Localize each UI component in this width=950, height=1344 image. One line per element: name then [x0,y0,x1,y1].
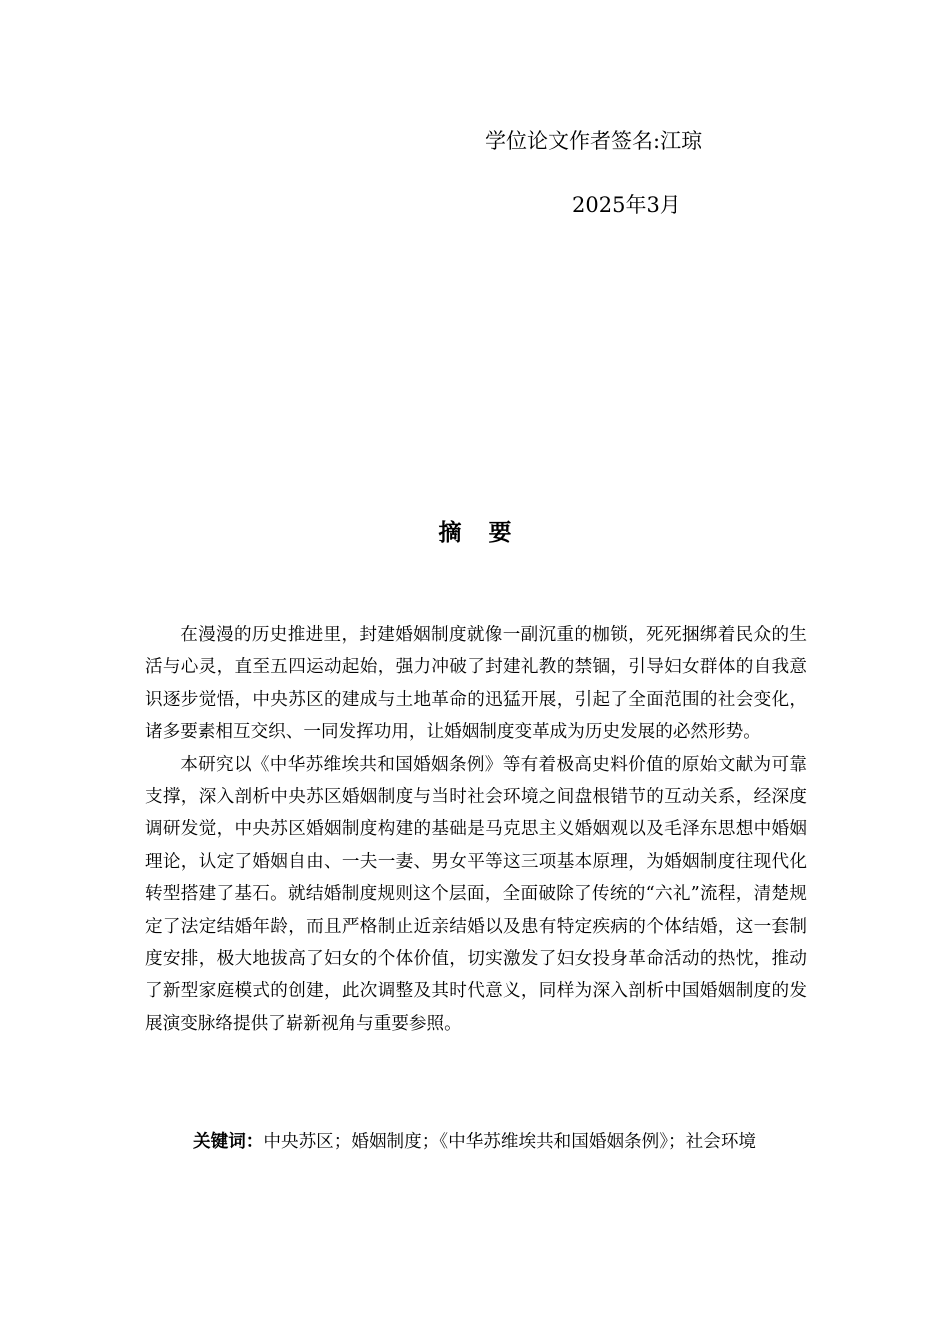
keywords-text: 中央苏区；婚姻制度；《中华苏维埃共和国婚姻条例》；社会环境 [263,1132,757,1152]
abstract-paragraph-1: 在漫漫的历史推进里，封建婚姻制度就像一副沉重的枷锁，死死捆绑着民众的生活与心灵，直至五四运动起始，强力冲破了封建礼教的禁锢，引导妇女群体的自我意识逐步觉悟，中央苏区的建成与土地革命的迅猛开展，引起了全面范围的社会变化，诸多要素相互交织、一同发挥功用，让婚姻制度变革成为历史发展的必然形势。 [145,625,807,743]
keywords-label: 关键词： [193,1132,264,1152]
author-name: 江琼 [660,129,703,153]
author-signature [485,124,702,158]
keywords [145,1126,807,1159]
abstract-body [145,619,807,1040]
abstract-title: 摘要 [438,520,539,546]
signature-date: 2025年3月 [572,193,681,217]
abstract-paragraph-2: 本研究以《中华苏维埃共和国婚姻条例》等有着极高史料价值的原始文献为可靠支撑，深入剖析中央苏区婚姻制度与当时社会环境之间盘根错节的互动关系，经深度调研发觉，中央苏区婚姻制度构建的基础是马克思主义婚姻观以及毛泽东思想中婚姻理论，认定了婚姻自由、一夫一妻、男女平等这三项基本原理，为婚姻制度往现代化转型搭建了基石。就结婚制度规则这个层面，全面破除了传统的“六礼”流程，清楚规定了法定结婚年龄，而且严格制止近亲结婚以及患有特定疾病的个体结婚，这一套制度安排，极大地拔高了妇女的个体价值，切实激发了妇女投身革命活动的热忱，推动了新型家庭模式的创建，此次调整及其时代意义，同样为深入剖析中国婚姻制度的发展演变脉络提供了崭新视角与重要参照。 [145,754,807,1034]
signature-label: 学位论文作者签名: [485,129,661,153]
